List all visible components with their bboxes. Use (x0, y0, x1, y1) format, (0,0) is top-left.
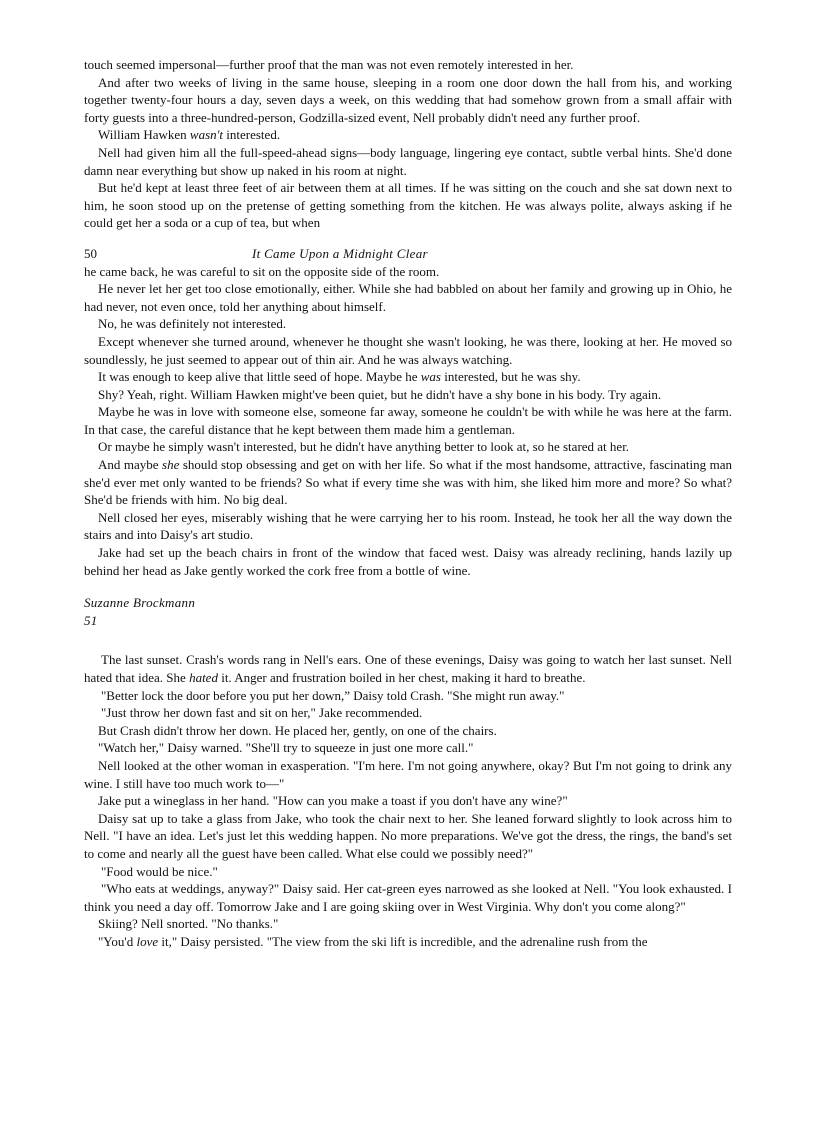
paragraph: "Who eats at weddings, anyway?" Daisy said. Her cat-green eyes narrowed as she looked at Nell. "You look exhausted. I think you need a day off. Tomorrow Jake and I are going skiing over in West Virginia. Why don't you come along?" (84, 881, 732, 914)
page-number: 50 (84, 245, 97, 261)
paragraph: "You'd love it," Daisy persisted. "The view from the ski lift is incredible, and the adrenaline rush from the (98, 933, 648, 949)
paragraph: Jake put a wineglass in her hand. "How can you make a toast if you don't have any wine?" (98, 793, 568, 809)
paragraph: But Crash didn't throw her down. He placed her, gently, on one of the chairs. (98, 722, 497, 738)
paragraph: Nell had given him all the full-speed-ahead signs—body language, lingering eye contact, subtle verbal hints. She'd done damn near everything but show up naked in his room at night. (84, 144, 732, 178)
paragraph: He never let her get too close emotionally, either. While she had babbled on about her family and growing up in Ohio, he had never, not even once, told her anything about himself. (84, 281, 732, 314)
paragraph: Maybe he was in love with someone else, someone far away, someone he couldn't be with while he was here at the farm. In that case, the careful distance that he kept between them made him a gentleman. (84, 404, 732, 437)
paragraph: "Better lock the door before you put her down,” Daisy told Crash. "She might run away." (101, 687, 565, 703)
emphasis: love (136, 933, 159, 949)
emphasis: wasn't (189, 127, 224, 143)
section-gap (84, 629, 732, 651)
emphasis: hated (189, 670, 218, 685)
running-header (84, 245, 732, 263)
paragraph: No, he was definitely not interested. (98, 316, 287, 332)
paragraph: Shy? Yeah, right. William Hawken might've been quiet, but he didn't have a shy bone in his body. Try again. (98, 386, 662, 402)
author-name: Suzanne Brockmann (84, 595, 196, 611)
paragraph: "Watch her," Daisy warned. "She'll try to squeeze in just one more call." (98, 740, 474, 756)
emphasis: was (420, 369, 441, 385)
emphasis: she (162, 457, 180, 473)
paragraph: Jake had set up the beach chairs in front of the window that faced west. Daisy was already reclining, hands lazily up behind her head as Jake gently worked the cork free from a bottle of wine. (84, 545, 732, 578)
paragraph: And maybe she should stop obsessing and get on with her life. So what if the most handsome, attractive, fascinating man she'd ever met only wanted to be friends? So what if every time she was with him, she liked him more and more? So what? She'd be friends with him. No big deal. (84, 457, 732, 508)
text-block-top (84, 56, 732, 232)
book-title: It Came Upon a Midnight Clear (252, 245, 428, 261)
footer-page-number: 51 (84, 612, 98, 628)
paragraph: touch seemed impersonal—further proof that the man was not even remotely interested in her. (84, 57, 574, 72)
paragraph: It was enough to keep alive that little seed of hope. Maybe he was interested, but he was shy. (98, 369, 581, 385)
paragraph: Nell looked at the other woman in exasperation. "I'm here. I'm not going anywhere, okay? But I'm not going to drink any wine. I still have too much work to—" (84, 757, 732, 791)
paragraph: "Just throw her down fast and sit on her," Jake recommended. (101, 705, 423, 721)
paragraph: Nell closed her eyes, miserably wishing that he were carrying her to his room. Instead, he took her all the way down the stairs and into Daisy's art studio. (84, 509, 732, 543)
paragraph: he came back, he was careful to sit on the opposite side of the room. (84, 263, 440, 279)
paragraph: And after two weeks of living in the same house, sleeping in a room one door down the hall from his, and working together twenty-four hours a day, seven days a week, on this wedding that had somehow grown from a small affair with forty guests into a three-hundred-person, Godzilla-sized event, Nell probably didn't need any further proof. (84, 74, 732, 125)
paragraph: "Food would be nice." (101, 863, 218, 879)
paragraph: William Hawken wasn't interested. (98, 127, 281, 143)
paragraph: The last sunset. Crash's words rang in Nell's ears. One of these evenings, Daisy was going to watch her last sunset. Nell hated that idea. She hated it. Anger and frustration boiled in her chest, making it hard to breathe. (84, 652, 732, 685)
page-footer (84, 594, 732, 629)
paragraph: Or maybe he simply wasn't interested, but he didn't have anything better to look at, so he stared at her. (98, 439, 630, 455)
paragraph: Daisy sat up to take a glass from Jake, who took the chair next to her. She leaned forward slightly to look across him to Nell. "I have an idea. Let's just let this wedding happen. No more preparations. We've got the dress, the rings, the band's set to come and nearly all the guest have been called. What else could we possibly need?" (84, 810, 732, 861)
paragraph: But he'd kept at least three feet of air between them at all times. If he was sitting on the couch and she sat down next to him, he soon stood up on the pretense of getting something from the kitchen. He was always polite, always asking if he could get her a soda or a cup of tea, but when (84, 180, 732, 231)
text-block-bottom (84, 651, 732, 950)
book-page (84, 56, 732, 951)
paragraph: Except whenever she turned around, whenever he thought she wasn't looking, he was there, looking at her. He moved so soundlessly, he just seemed to appear out of thin air. And he was always watching. (84, 333, 732, 367)
text-block-middle (84, 263, 732, 580)
paragraph: Skiing? Nell snorted. "No thanks." (98, 916, 279, 932)
